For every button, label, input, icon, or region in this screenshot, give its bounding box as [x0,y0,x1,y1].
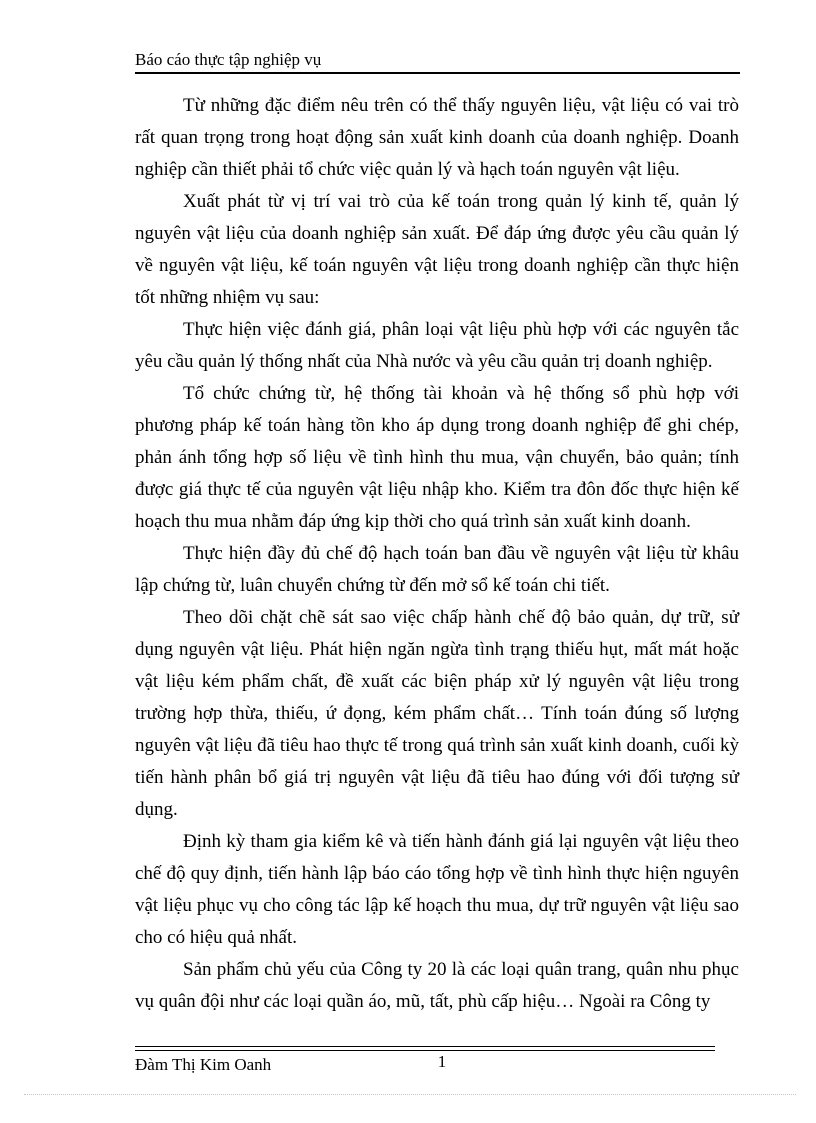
footer-author: Đàm Thị Kim Oanh [135,1055,272,1074]
page-header [135,50,740,74]
page-bottom-border [24,1094,796,1095]
footer-rule [135,1050,715,1051]
paragraph: Từ những đặc điểm nêu trên có thể thấy nguyên liệu, vật liệu có vai trò rất quan trọng trong hoạt động sản xuất kinh doanh của doanh nghiệp. Doanh nghiệp cần thiết phải tổ chức việc quản lý và hạch toán nguyên vật liệu. [135,95,739,180]
paragraph: Tổ chức chứng từ, hệ thống tài khoản và hệ thống sổ phù hợp với phương pháp kế toán hàng tồn kho áp dụng trong doanh nghiệp để ghi chép, phản ánh tổng hợp số liệu về tình hình thu mua, vận chuyển, bảo quản; tính được giá thực tế của nguyên vật liệu nhập kho. Kiểm tra đôn đốc thực hiện kế hoạch thu mua nhằm đáp ứng kịp thời cho quá trình sản xuất kinh doanh. [135,383,739,532]
footer-rule [135,1046,715,1047]
document-body [135,90,739,1018]
paragraph: Thực hiện việc đánh giá, phân loại vật liệu phù hợp với các nguyên tắc yêu cầu quản lý thống nhất của Nhà nước và yêu cầu quản trị doanh nghiệp. [135,319,739,372]
header-title: Báo cáo thực tập nghiệp vụ [135,50,322,69]
paragraph: Theo dõi chặt chẽ sát sao việc chấp hành chế độ bảo quản, dự trữ, sử dụng nguyên vật liệu. Phát hiện ngăn ngừa tình trạng thiếu hụt, mất mát hoặc vật liệu kém phẩm chất, đề xuất các biện pháp xử lý nguyên vật liệu trong trường hợp thừa, thiếu, ứ đọng, kém phẩm chất… Tính toán đúng số lượng nguyên vật liệu đã tiêu hao thực tế trong quá trình sản xuất kinh doanh, cuối kỳ tiến hành phân bổ giá trị nguyên vật liệu đã tiêu hao đúng với đối tượng sử dụng. [135,607,739,820]
paragraph: Thực hiện đầy đủ chế độ hạch toán ban đầu về nguyên vật liệu từ khâu lập chứng từ, luân chuyển chứng từ đến mở sổ kế toán chi tiết. [135,543,739,596]
paragraph: Sản phẩm chủ yếu của Công ty 20 là các loại quân trang, quân nhu phục vụ quân đội như các loại quần áo, mũ, tất, phù cấp hiệu… Ngoài ra Công ty [135,959,739,1012]
paragraph: Định kỳ tham gia kiểm kê và tiến hành đánh giá lại nguyên vật liệu theo chế độ quy định, tiến hành lập báo cáo tổng hợp về tình hình thực hiện nguyên vật liệu phục vụ cho công tác lập kế hoạch thu mua, dự trữ nguyên vật liệu sao cho có hiệu quả nhất. [135,831,739,948]
page-number: 1 [437,1052,447,1071]
paragraph: Xuất phát từ vị trí vai trò của kế toán trong quản lý kinh tế, quản lý nguyên vật liệu của doanh nghiệp sản xuất. Để đáp ứng được yêu cầu quản lý về nguyên vật liệu, kế toán nguyên vật liệu trong doanh nghiệp cần thực hiện tốt những nhiệm vụ sau: [135,191,739,308]
